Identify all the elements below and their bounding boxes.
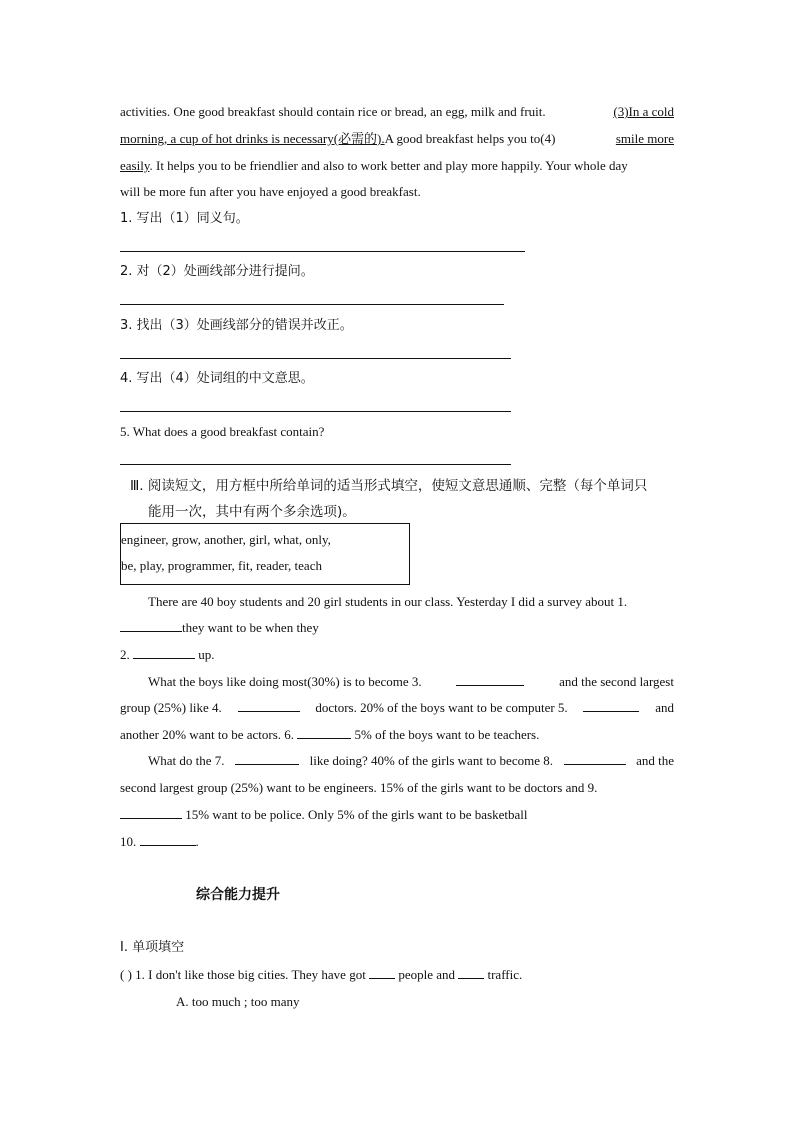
cloze-text: and the second largest bbox=[559, 674, 674, 689]
cloze-text: and bbox=[655, 700, 674, 715]
passage-line-4: will be more fun after you have enjoyed a good breakfast. bbox=[120, 184, 421, 199]
section-title: 综合能力提升 bbox=[196, 887, 280, 903]
blank-q1-b[interactable] bbox=[458, 966, 484, 979]
cloze-line-10 bbox=[120, 833, 199, 851]
answer-line-1[interactable] bbox=[120, 251, 525, 252]
underlined-phrase-3-cont: morning, a cup of hot drinks is necessary(必需的). bbox=[120, 131, 385, 146]
underlined-phrase-3: (3)In a cold bbox=[613, 104, 674, 119]
word-box-line-2: be, play, programmer, fit, reader, teach bbox=[121, 558, 322, 573]
blank-3[interactable] bbox=[456, 673, 524, 686]
cloze-line-5 bbox=[120, 699, 674, 717]
question-text: people and bbox=[398, 967, 455, 982]
blank-q1-a[interactable] bbox=[369, 966, 395, 979]
answer-line-2[interactable] bbox=[120, 304, 504, 305]
blank-7[interactable] bbox=[235, 752, 299, 765]
blank-8[interactable] bbox=[564, 752, 626, 765]
cloze-line-2 bbox=[120, 619, 319, 637]
passage-text: . It helps you to be friendlier and also to work better and play more happily. Your whole day bbox=[149, 158, 628, 173]
passage-text: activities. One good breakfast should contain rice or bread, an egg, milk and fruit. bbox=[120, 104, 546, 119]
blank-10[interactable] bbox=[140, 833, 196, 846]
passage-line-2 bbox=[120, 130, 674, 148]
cloze-text: they want to be when they bbox=[182, 620, 319, 635]
blank-6[interactable] bbox=[297, 726, 351, 739]
question-4: 4. 写出（4）处词组的中文意思。 bbox=[120, 371, 314, 386]
cloze-line-6 bbox=[120, 726, 539, 744]
section-3-heading-cont: 能用一次，其中有两个多余选项)。 bbox=[148, 504, 356, 520]
answer-line-4[interactable] bbox=[120, 411, 511, 412]
blank-5[interactable] bbox=[583, 699, 639, 712]
cloze-text: 5% of the boys want to be teachers. bbox=[354, 727, 540, 742]
cloze-text: up. bbox=[198, 647, 215, 662]
blank-2[interactable] bbox=[133, 646, 195, 659]
answer-line-3[interactable] bbox=[120, 358, 511, 359]
underlined-phrase-4: smile more bbox=[615, 131, 674, 146]
question-1: 1. 写出（1）同义句。 bbox=[120, 211, 249, 226]
cloze-text: . bbox=[195, 834, 199, 849]
blank-9[interactable] bbox=[120, 806, 182, 819]
cloze-text: What do the 7. bbox=[148, 753, 225, 768]
question-5: 5. What does a good breakfast contain? bbox=[120, 424, 325, 439]
underlined-phrase-4-cont: easily bbox=[120, 158, 150, 173]
section-3-heading: Ⅲ. 阅读短文，用方框中所给单词的适当形式填空，使短文意思通顺、完整（每个单词只 bbox=[130, 478, 648, 494]
cloze-line-9 bbox=[120, 806, 528, 824]
blank-number: 10. bbox=[120, 834, 137, 849]
cloze-text: like doing? 40% of the girls want to become 8. bbox=[309, 753, 553, 768]
word-box-line-1: engineer, grow, another, girl, what, only, bbox=[121, 532, 331, 547]
word-box bbox=[120, 523, 410, 585]
mc-question-1 bbox=[120, 966, 522, 984]
cloze-line-8: second largest group (25%) want to be engineers. 15% of the girls want to be doctors and 9. bbox=[120, 780, 598, 795]
cloze-text: group (25%) like 4. bbox=[120, 700, 222, 715]
cloze-text: What the boys like doing most(30%) is to become 3. bbox=[148, 674, 422, 689]
question-3: 3. 找出（3）处画线部分的错误并改正。 bbox=[120, 318, 353, 333]
cloze-line-3 bbox=[120, 646, 215, 664]
passage-line-3 bbox=[120, 157, 628, 175]
cloze-text: doctors. 20% of the boys want to be computer 5. bbox=[315, 700, 568, 715]
question-2: 2. 对（2）处画线部分进行提问。 bbox=[120, 264, 314, 279]
cloze-text: and the bbox=[636, 753, 674, 768]
option-a[interactable]: A. too much ; too many bbox=[176, 994, 300, 1009]
cloze-line-4 bbox=[148, 673, 674, 691]
passage-line-1 bbox=[120, 103, 674, 121]
part-1-heading: Ⅰ. 单项填空 bbox=[120, 940, 185, 955]
blank-1[interactable] bbox=[120, 619, 182, 632]
answer-line-5[interactable] bbox=[120, 464, 511, 465]
blank-4[interactable] bbox=[238, 699, 300, 712]
cloze-line-1: There are 40 boy students and 20 girl students in our class. Yesterday I did a survey about 1. bbox=[148, 594, 628, 609]
cloze-text: 15% want to be police. Only 5% of the girls want to be basketball bbox=[185, 807, 528, 822]
question-text: ( ) 1. I don't like those big cities. They have got bbox=[120, 967, 366, 982]
cloze-line-7 bbox=[148, 752, 674, 770]
cloze-text: another 20% want to be actors. 6. bbox=[120, 727, 295, 742]
question-text: traffic. bbox=[487, 967, 523, 982]
blank-number: 2. bbox=[120, 647, 130, 662]
passage-text: A good breakfast helps you to(4) bbox=[384, 131, 556, 146]
